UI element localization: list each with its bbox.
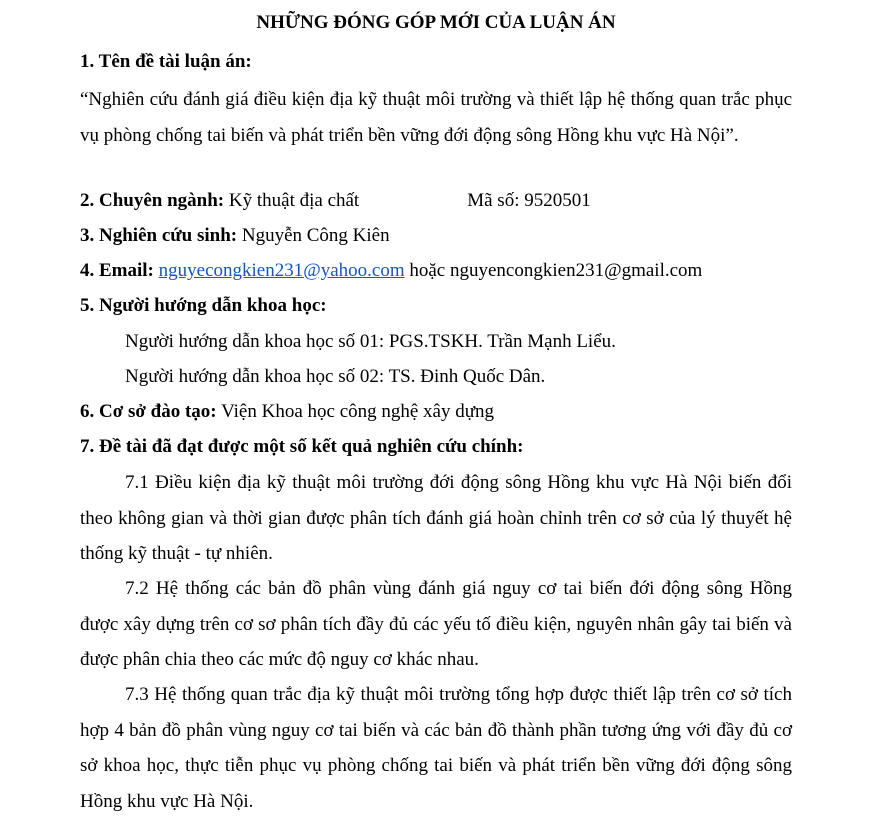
section-1-heading: 1. Tên đề tài luận án: xyxy=(80,51,252,72)
section-6-line xyxy=(80,399,494,425)
section-4-line xyxy=(80,258,702,284)
result-7-2: 7.2 Hệ thống các bản đồ phân vùng đánh giá nguy cơ tai biến đới động sông Hồng được xây dựng trên cơ sơ phân tích đầy đủ các yếu tố điều kiện, nguyên nhân gây tai biến và được phân chia theo các mức độ nguy cơ khác nhau. xyxy=(80,578,792,670)
result-7-3: 7.3 Hệ thống quan trắc địa kỹ thuật môi trường tổng hợp được thiết lập trên cơ sở tích hợp 4 bản đồ phân vùng nguy cơ tai biến và các bản đồ thành phần tương ứng với đầy đủ cơ sở khoa học, thực tiễn phục vụ phòng chống tai biến và phát triển bền vững đới động sông Hồng khu vực Hà Nội. xyxy=(80,684,792,812)
section-4-heading: 4. Email: xyxy=(80,260,154,281)
email-conjunction: hoặc xyxy=(409,260,446,281)
major-code: Mã số: 9520501 xyxy=(467,190,591,211)
advisor-2: Người hướng dẫn khoa học số 02: TS. Đinh Quốc Dân. xyxy=(125,366,546,387)
section-3-heading: 3. Nghiên cứu sinh: xyxy=(80,225,238,246)
section-2-line xyxy=(80,188,591,214)
advisor-1: Người hướng dẫn khoa học số 01: PGS.TSKH. Trần Mạnh Liểu. xyxy=(125,331,616,352)
section-5-heading: 5. Người hướng dẫn khoa học: xyxy=(80,295,327,316)
thesis-title-text: “Nghiên cứu đánh giá điều kiện địa kỹ thuật môi trường và thiết lập hệ thống quan trắc phục vụ phòng chống tai biến và phát triển bền vững đới động sông Hồng khu vực Hà Nội”. xyxy=(80,89,792,146)
section-6-heading: 6. Cơ sở đào tạo: xyxy=(80,401,217,422)
email-gmail: nguyencongkien231@gmail.com xyxy=(450,260,703,281)
page-title: NHỮNG ĐÓNG GÓP MỚI CỦA LUẬN ÁN xyxy=(256,12,616,33)
researcher-name: Nguyễn Công Kiên xyxy=(241,225,390,246)
major-value: Kỹ thuật địa chất xyxy=(228,190,360,211)
section-7-heading: 7. Đề tài đã đạt được một số kết quả nghiên cứu chính: xyxy=(80,436,524,457)
result-7-1: 7.1 Điều kiện địa kỹ thuật môi trường đới động sông Hồng khu vực Hà Nội biến đổi theo không gian và thời gian được phân tích đánh giá hoàn chỉnh trên cơ sở của lý thuyết hệ thống kỹ thuật - tự nhiên. xyxy=(80,472,792,564)
email-link-yahoo[interactable]: nguyecongkien231@yahoo.com xyxy=(158,260,405,281)
section-3-line xyxy=(80,223,390,249)
section-2-heading: 2. Chuyên ngành: xyxy=(80,190,225,211)
training-institution: Viện Khoa học công nghệ xây dựng xyxy=(221,401,495,422)
